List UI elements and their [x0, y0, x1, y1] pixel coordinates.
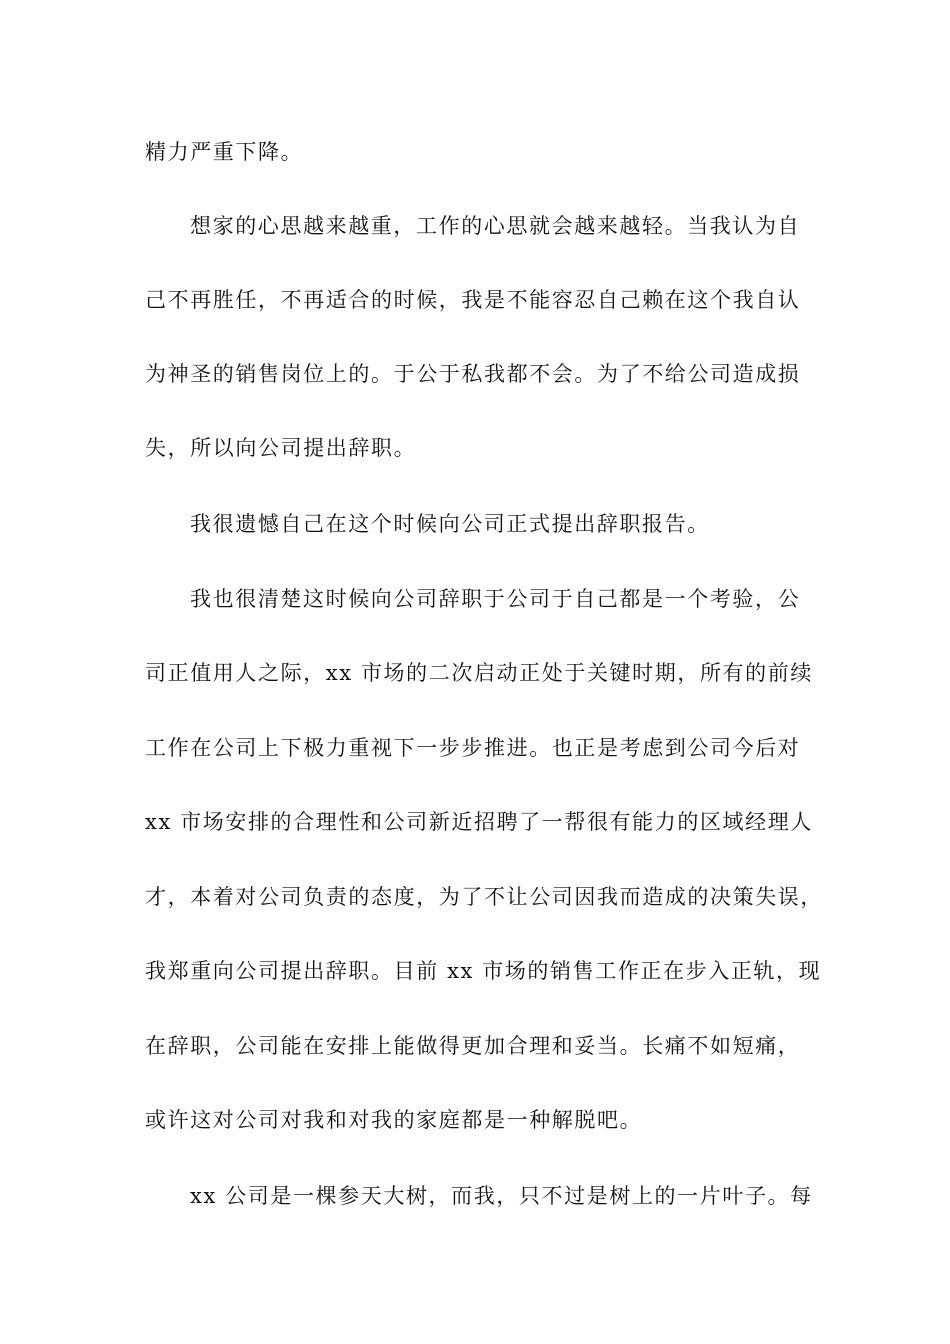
text-line: 为神圣的销售岗位上的。于公于私我都不会。为了不给公司造成损 — [145, 362, 801, 386]
text-line: 我郑重向公司提出辞职。目前 xx 市场的销售工作正在步入正轨，现 — [145, 959, 822, 983]
paragraph-start-line: 我很遗憾自己在这个时候向公司正式提出辞职报告。 — [190, 512, 710, 536]
paragraph-start-line: 我也很清楚这时候向公司辞职于公司于自己都是一个考验，公 — [190, 587, 801, 611]
text-line: 或许这对公司对我和对我的家庭都是一种解脱吧。 — [145, 1108, 643, 1132]
text-line: 失，所以向公司提出辞职。 — [145, 436, 417, 460]
paragraph-start-line: xx 公司是一棵参天大树，而我，只不过是树上的一片叶子。每 — [190, 1184, 813, 1208]
text-line: 司正值用人之际，xx 市场的二次启动正处于关键时期，所有的前续 — [145, 661, 813, 685]
text-line: 己不再胜任，不再适合的时候，我是不能容忍自己赖在这个我自认 — [145, 288, 801, 312]
text-line: 精力严重下降。 — [145, 140, 304, 164]
text-line: xx 市场安排的合理性和公司新近招聘了一帮很有能力的区域经理人 — [145, 810, 813, 834]
paragraph-start-line: 想家的心思越来越重，工作的心思就会越来越轻。当我认为自 — [190, 214, 801, 238]
text-line: 在辞职，公司能在安排上能做得更加合理和妥当。长痛不如短痛， — [145, 1034, 801, 1058]
text-line: 工作在公司上下极力重视下一步步推进。也正是考虑到公司今后对 — [145, 736, 801, 760]
text-line: 才，本着对公司负责的态度，为了不让公司因我而造成的决策失误， — [145, 885, 823, 909]
